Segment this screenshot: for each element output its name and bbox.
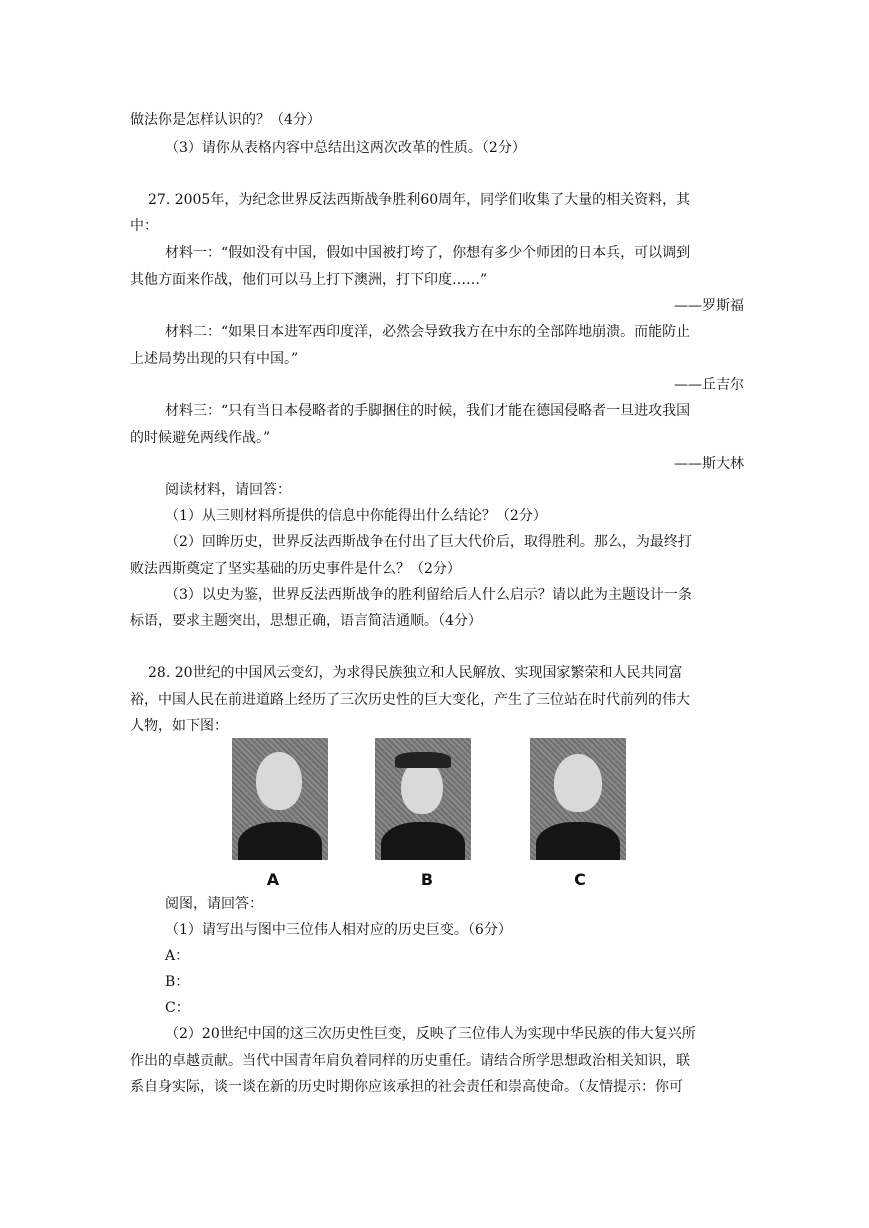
answer-b: B： [165, 974, 190, 990]
text-line: 人物，如下图： [130, 718, 228, 734]
text-line: 做法你是怎样认识的？（4分） [130, 112, 321, 128]
text-line: 系自身实际，谈一谈在新的历史时期你应该承担的社会责任和崇高使命。（友情提示：你可 [130, 1079, 683, 1095]
portrait-b-caption: B [420, 870, 434, 889]
text-line: 败法西斯奠定了坚实基础的历史事件是什么？（2分） [130, 561, 461, 577]
material-1: 材料一：“假如没有中国，假如中国被打垮了，你想有多少个师团的日本兵，可以调到 [165, 245, 691, 261]
question-27-heading: 27. 2005年，为纪念世界反法西斯战争胜利60周年，同学们收集了大量的相关资料，其 [148, 192, 691, 208]
text-line: 标语，要求主题突出，思想正确，语言简洁通顺。（4分） [130, 613, 482, 629]
sub-question-1: （1）从三则材料所提供的信息中你能得出什么结论？（2分） [165, 508, 547, 524]
text-line: 阅读材料，请回答： [165, 482, 291, 498]
portrait-c [530, 738, 626, 860]
sub-question-1: （1）请写出与图中三位伟人相对应的历史巨变。（6分） [165, 922, 512, 938]
sub-question-2: （2）回眸历史，世界反法西斯战争在付出了巨大代价后，取得胜利。那么，为最终打 [165, 534, 692, 550]
answer-c: C： [165, 1000, 190, 1016]
sub-question-2: （2）20世纪中国的这三次历史性巨变，反映了三位伟人为实现中华民族的伟大复兴所 [165, 1026, 696, 1042]
text-line: 上述局势出现的只有中国。” [130, 351, 299, 367]
material-3: 材料三：“只有当日本侵略者的手脚捆住的时候，我们才能在德国侵略者一旦进攻我国 [165, 403, 691, 419]
attribution-churchill: ——丘吉尔 [674, 377, 744, 393]
portrait-c-caption: C [574, 870, 586, 889]
text-line: 作出的卓越贡献。当代中国青年肩负着同样的历史重任。请结合所学思想政治相关知识，联 [130, 1053, 690, 1069]
text-line: 裕，中国人民在前进道路上经历了三次历史性的巨大变化，产生了三位站在时代前列的伟大 [130, 692, 690, 708]
text-line: （3）请你从表格内容中总结出这两次改革的性质。（2分） [165, 140, 526, 156]
text-line: 其他方面来作战，他们可以马上打下澳洲，打下印度……” [130, 272, 488, 288]
attribution-roosevelt: ——罗斯福 [674, 298, 744, 314]
text-line: 中： [130, 218, 158, 234]
text-line: 的时候避免两线作战。” [130, 430, 271, 446]
portrait-a-caption: A [266, 870, 280, 889]
portrait-b [375, 738, 471, 860]
sub-question-3: （3）以史为鉴，世界反法西斯战争的胜利留给后人什么启示？请以此为主题设计一条 [165, 587, 692, 603]
text-line: 阅图，请回答： [165, 896, 263, 912]
attribution-stalin: ——斯大林 [674, 456, 744, 472]
question-28-heading: 28. 20世纪的中国风云变幻，为求得民族独立和人民解放、实现国家繁荣和人民共同富 [148, 665, 683, 681]
material-2: 材料二：“如果日本进军西印度洋，必然会导致我方在中东的全部阵地崩溃。而能防止 [165, 324, 691, 340]
portrait-a [232, 738, 328, 860]
answer-a: A： [165, 948, 190, 964]
